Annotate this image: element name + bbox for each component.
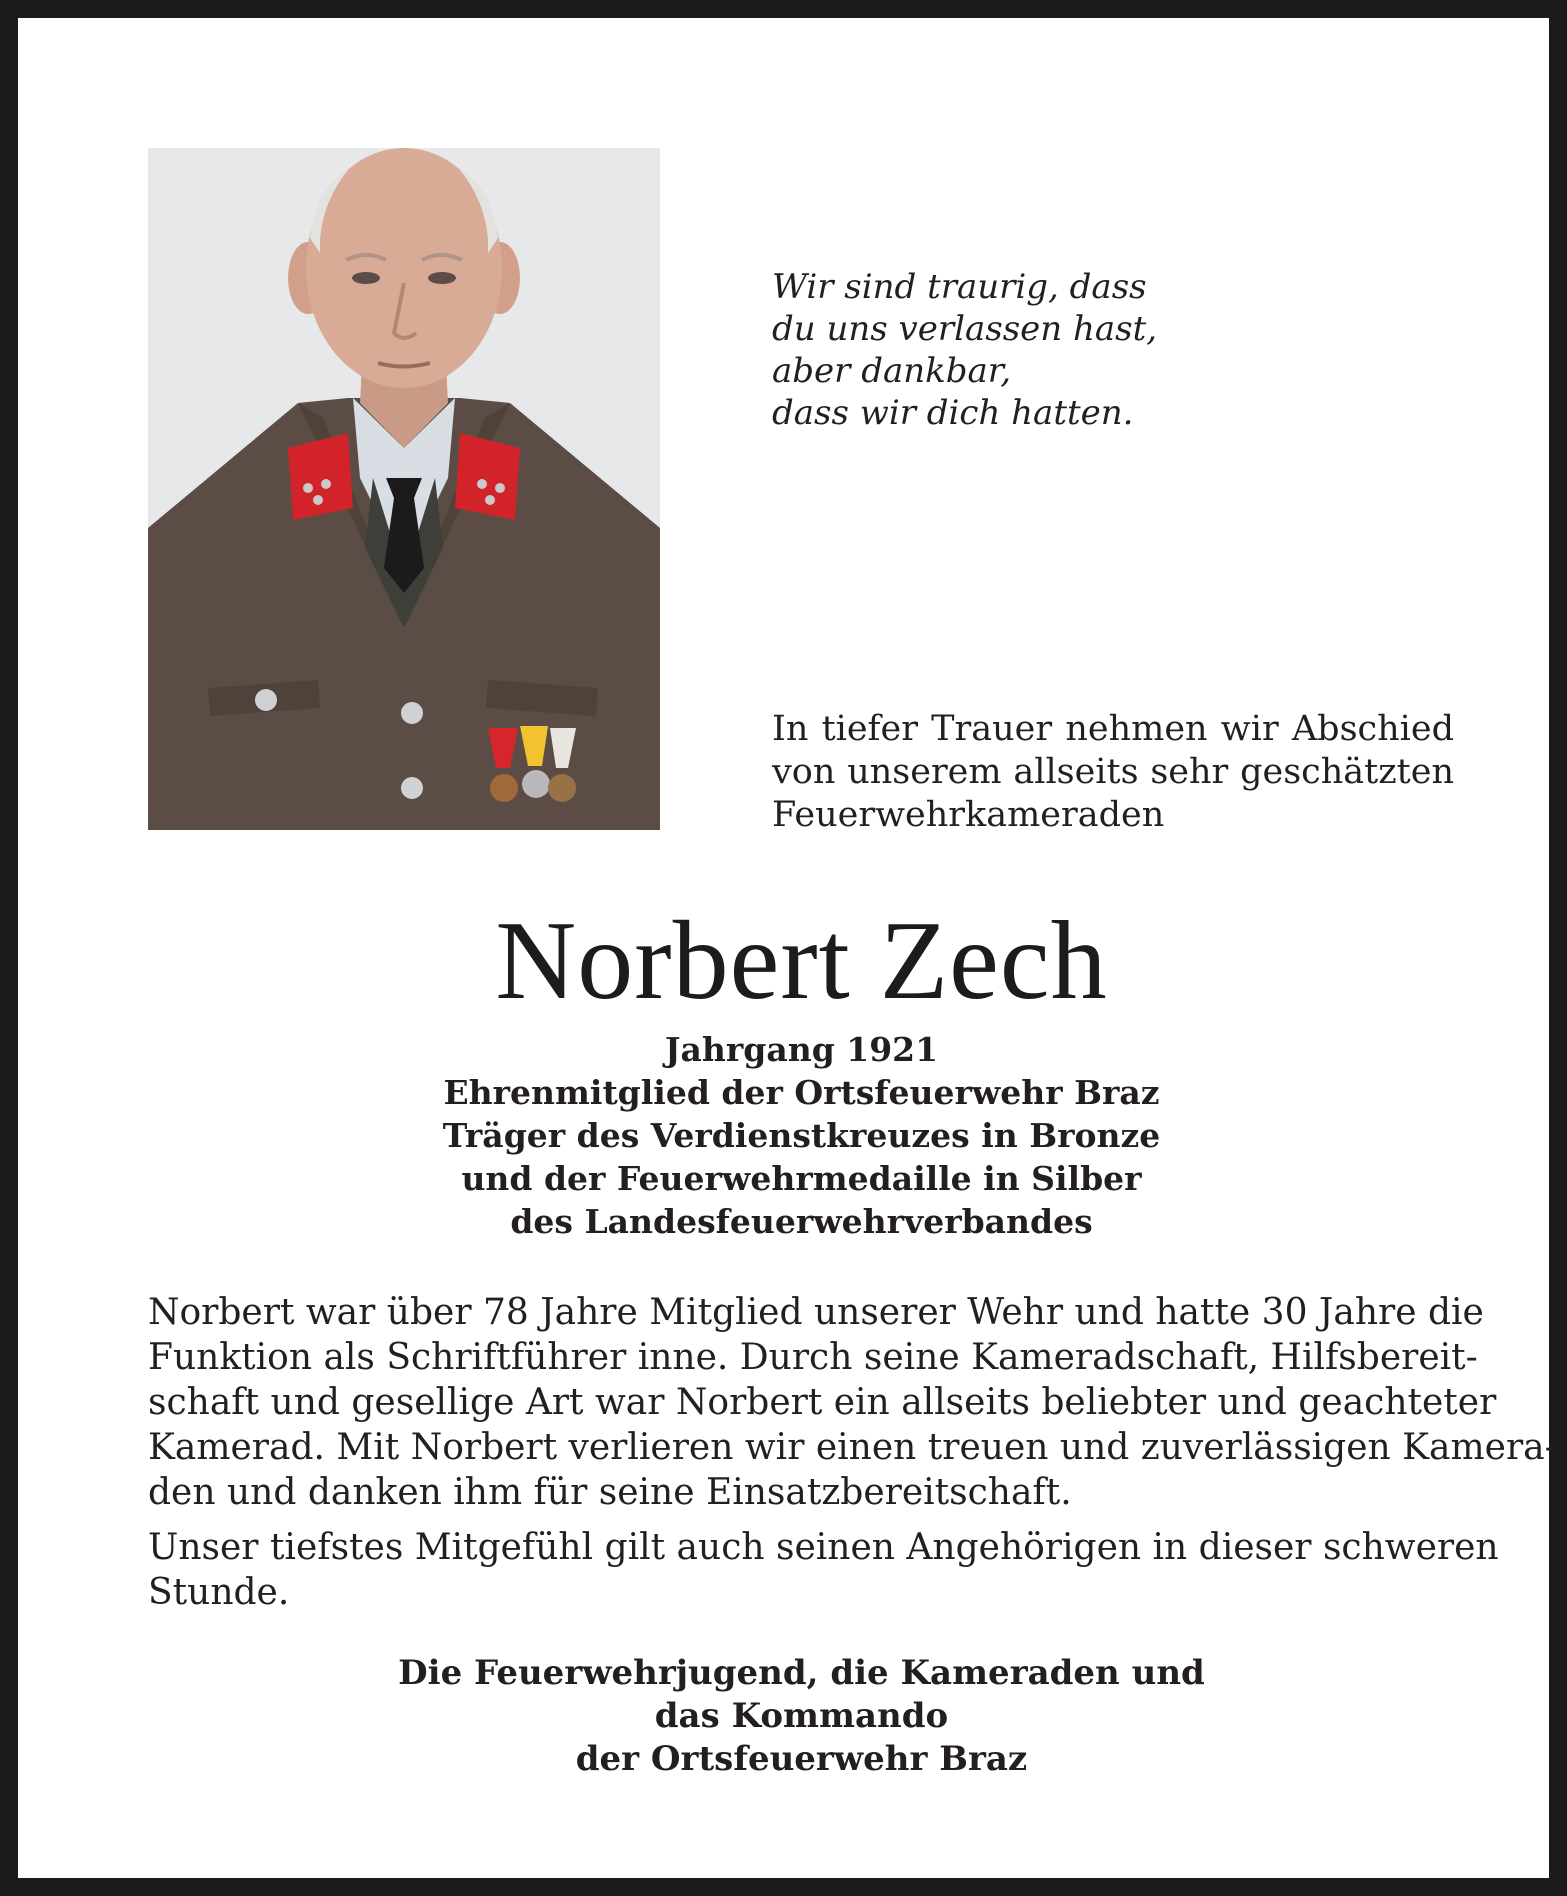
poem-line: du uns verlassen hast, — [772, 309, 1158, 349]
signature-line: das Kommando — [654, 1696, 949, 1736]
honours-line: Jahrgang 1921 — [664, 1030, 939, 1069]
portrait-photo-icon — [148, 148, 660, 830]
intro-line: In tiefer Trauer nehmen wir Abschied — [772, 709, 1454, 749]
body-line: Stunde. — [148, 1572, 290, 1613]
honours-line: Ehrenmitglied der Ortsfeuerwehr Braz — [443, 1073, 1160, 1112]
signature — [18, 1652, 1567, 1781]
poem — [772, 266, 1157, 434]
honours — [18, 1028, 1567, 1243]
signature-line: der Ortsfeuerwehr Braz — [575, 1739, 1028, 1779]
deceased-name: Norbert Zech — [495, 899, 1108, 1023]
honours-line: Träger des Verdienstkreuzes in Bronze — [442, 1116, 1161, 1155]
body-line: Norbert war über 78 Jahre Mitglied unserer Wehr und hatte 30 Jahre die — [148, 1292, 1484, 1333]
poem-line: aber dankbar, — [772, 351, 1012, 391]
honours-line: des Landesfeuerwehrverbandes — [510, 1202, 1093, 1241]
intro-line: Feuerwehrkameraden — [772, 795, 1165, 835]
honours-line: und der Feuerwehrmedaille in Silber — [461, 1159, 1142, 1198]
poem-line: Wir sind traurig, dass — [772, 267, 1147, 307]
body-line: Kamerad. Mit Norbert verlieren wir einen treuen und zuverlässigen Kamera- — [148, 1427, 1557, 1468]
body-line: Funktion als Schriftführer inne. Durch seine Kameradschaft, Hilfsbereit- — [148, 1337, 1478, 1378]
poem-line: dass wir dich hatten. — [772, 393, 1134, 433]
body-text — [148, 1290, 1557, 1615]
body-line: den und danken ihm für seine Einsatzbereitschaft. — [148, 1472, 1072, 1513]
body-paragraph-2 — [148, 1525, 1499, 1615]
body-line: schaft und gesellige Art war Norbert ein allseits beliebter und geachteter — [148, 1382, 1497, 1423]
body-line: Unser tiefstes Mitgefühl gilt auch seinen Angehörigen in dieser schweren — [148, 1527, 1499, 1568]
portrait-photo — [148, 148, 660, 830]
intro-text — [772, 708, 1454, 837]
signature-line: Die Feuerwehrjugend, die Kameraden und — [398, 1653, 1205, 1693]
intro-line: von unserem allseits sehr geschätzten — [772, 752, 1454, 792]
body-paragraph-1 — [148, 1290, 1557, 1515]
